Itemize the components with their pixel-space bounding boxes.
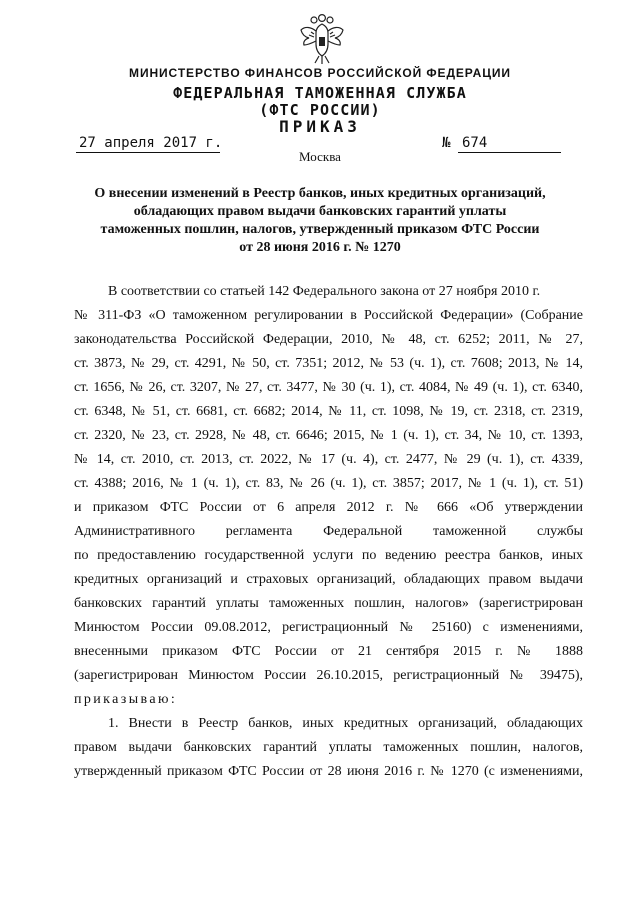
city-name: Москва (299, 149, 341, 164)
subject-line: О внесении изменений в Реестр банков, иных кредитных организаций, (94, 186, 546, 201)
body-line: № 14, ст. 2010, ст. 2013, ст. 2022, № 17 (ч. 4), ст. 2477, № 29 (ч. 1), ст. 4339, (74, 452, 583, 467)
service-name: ФЕДЕРАЛЬНАЯ ТАМОЖЕННАЯ СЛУЖБА (173, 84, 467, 102)
body-line: Минюстом России 09.08.2012, регистрационный № 25160) с изменениями, (74, 620, 583, 635)
body-line: (зарегистрирован Минюстом России 26.10.2015, регистрационный № 39475), (74, 668, 583, 683)
order-date: 27 апреля 2017 г. (79, 135, 223, 151)
subject-line: таможенных пошлин, налогов, утвержденный приказом ФТС России (100, 222, 540, 237)
body-line: утвержденный приказом ФТС России от 28 июня 2016 г. № 1270 (с изменениями, (74, 764, 583, 779)
body-line: банковских гарантий уплаты таможенных пошлин, налогов» (зарегистрирован (74, 596, 583, 611)
body-line: и приказом ФТС России от 6 апреля 2012 г. № 666 «Об утверждении (74, 500, 583, 515)
body-line: ст. 1656, № 26, ст. 3207, № 27, ст. 3477, № 30 (ч. 1), ст. 4084, № 49 (ч. 1), ст. 6340, (74, 380, 583, 395)
body-line-order-word: приказываю: (74, 692, 178, 707)
body-line: ст. 3873, № 29, ст. 4291, № 50, ст. 7351; 2012, № 53 (ч. 1), ст. 7608; 2013, № 14, (74, 356, 583, 371)
order-number-sign: № (442, 135, 451, 151)
body-line: В соответствии со статьей 142 Федерального закона от 27 ноября 2010 г. (108, 284, 541, 299)
body-line: правом выдачи банковских гарантий уплаты таможенных пошлин, налогов, (74, 740, 583, 755)
body-line: 1. Внести в Реестр банков, иных кредитных организаций, обладающих (108, 716, 583, 731)
subject-line: обладающих правом выдачи банковских гарантий уплаты (133, 204, 507, 219)
subject-line: от 28 июня 2016 г. № 1270 (239, 240, 401, 255)
body-line: ст. 2320, № 23, ст. 2928, № 48, ст. 6646; 2015, № 1 (ч. 1), ст. 34, № 10, ст. 1393, (74, 428, 583, 443)
body-line: № 311-ФЗ «О таможенном регулировании в Российской Федерации» (Собрание (74, 308, 583, 323)
body-line: ст. 6348, № 51, ст. 6681, ст. 6682; 2014, № 11, ст. 1098, № 19, ст. 2318, ст. 2319, (74, 404, 583, 419)
body-line: внесенными приказом ФТС России от 21 сентября 2015 г. № 1888 (74, 644, 583, 659)
body-line: по предоставлению государственной услуги по ведению реестра банков, иных (74, 548, 583, 563)
body-line: кредитных организаций и страховых организаций, обладающих правом выдачи (74, 572, 583, 587)
ministry-name: МИНИСТЕРСТВО ФИНАНСОВ РОССИЙСКОЙ ФЕДЕРАЦИИ (129, 66, 511, 80)
coat-of-arms-emblem (299, 14, 345, 66)
document-type-title: ПРИКАЗ (279, 117, 361, 136)
body-line: Административного регламента Федеральной таможенной службы (74, 524, 583, 539)
order-number: 674 (462, 135, 488, 151)
body-line: законодательства Российской Федерации, 2010, № 48, ст. 6252; 2011, № 27, (74, 332, 583, 347)
service-abbreviation: (ФТС РОССИИ) (259, 101, 381, 119)
body-line: ст. 4388; 2016, № 1 (ч. 1), ст. 83, № 26 (ч. 1), ст. 3857; 2017, № 1 (ч. 1), ст. 51) (74, 476, 583, 491)
